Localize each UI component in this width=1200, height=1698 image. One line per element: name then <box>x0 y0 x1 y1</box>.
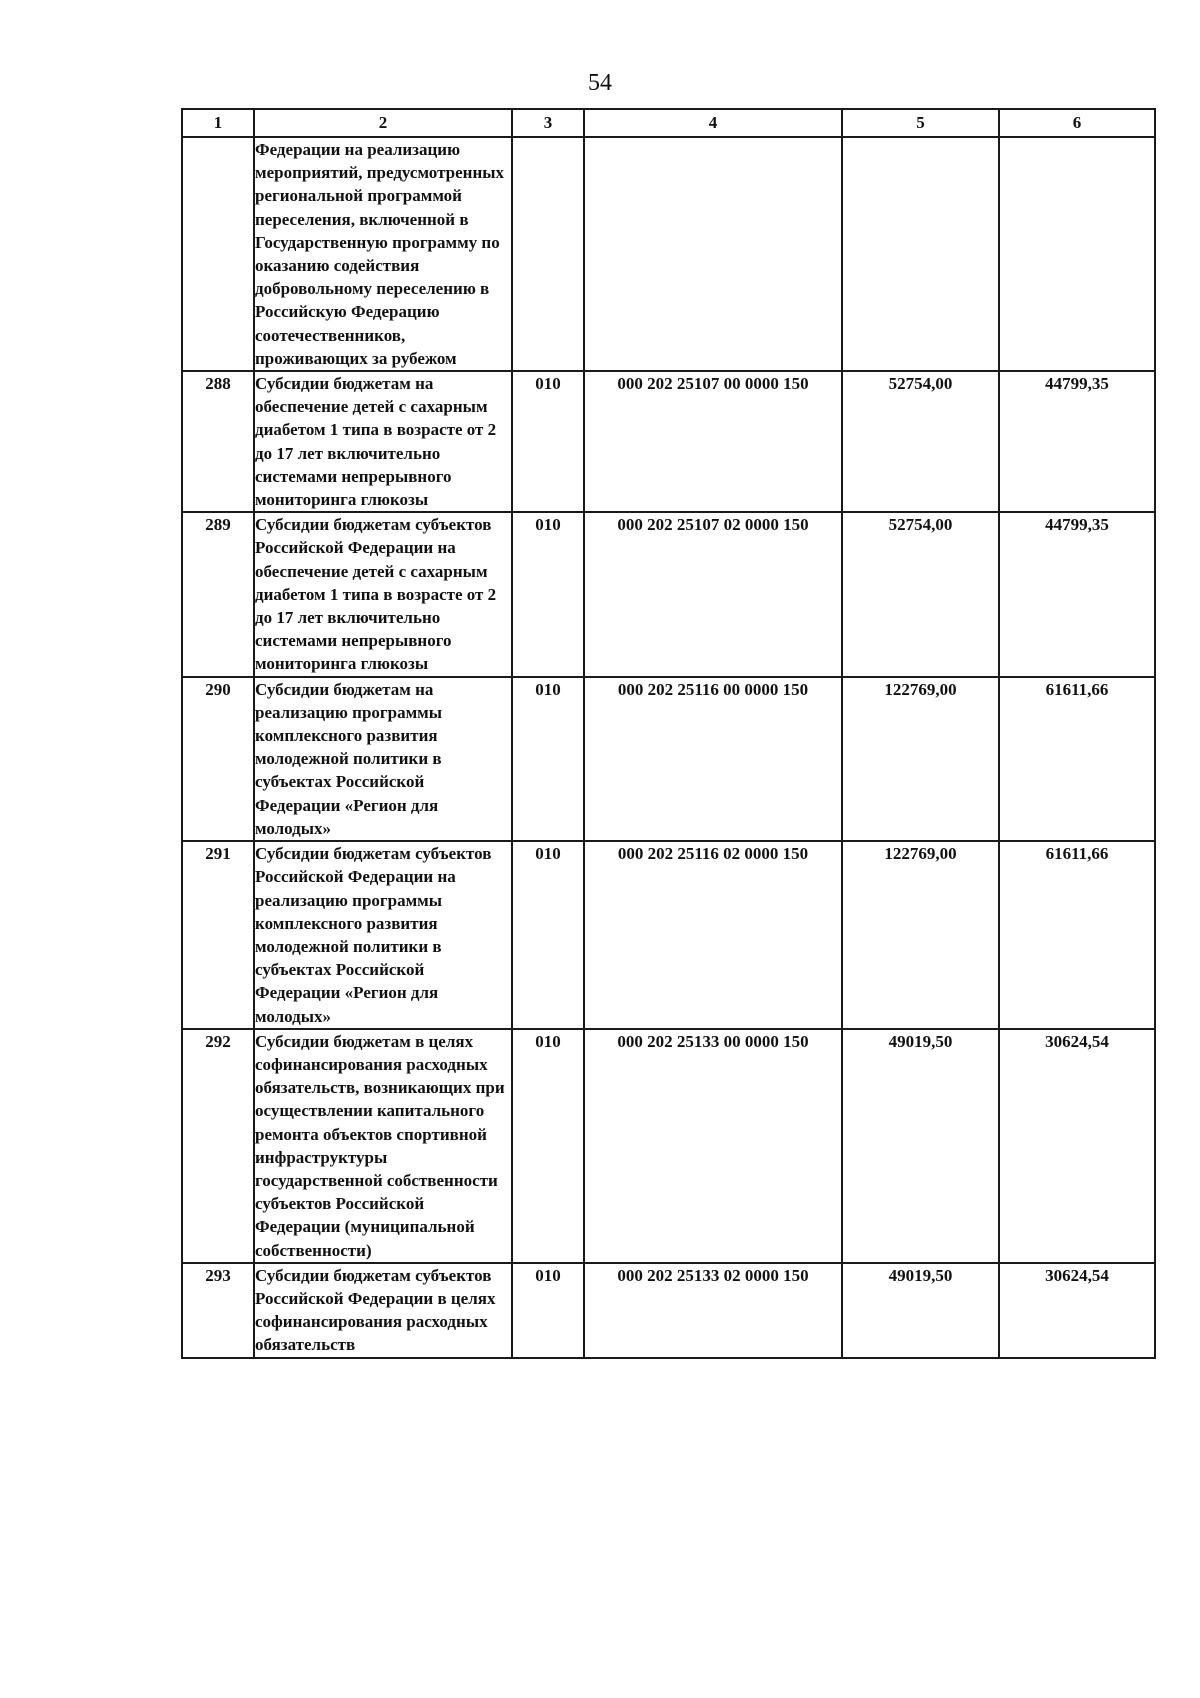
row-plan-cell: 49019,50 <box>842 1029 999 1263</box>
row-plan-cell: 122769,00 <box>842 841 999 1029</box>
row-name-cell: Субсидии бюджетам субъектов Российской Федерации на обеспечение детей с сахарным диабетом 1 типа в возрасте от 2 до 17 лет включительно системами непрерывного мониторинга глюкозы <box>254 512 512 676</box>
row-name-cell: Субсидии бюджетам на реализацию программы комплексного развития молодежной политики в субъектах Российской Федерации «Регион для молодых» <box>254 677 512 841</box>
row-executed-cell: 61611,66 <box>999 677 1155 841</box>
row-chapter-cell: 010 <box>512 1263 584 1358</box>
column-header-2: 2 <box>254 109 512 137</box>
row-chapter-cell: 010 <box>512 1029 584 1263</box>
row-executed-cell: 61611,66 <box>999 841 1155 1029</box>
row-number-cell: 288 <box>182 371 254 512</box>
row-plan-cell: 52754,00 <box>842 512 999 676</box>
row-plan-cell: 49019,50 <box>842 1263 999 1358</box>
row-plan-cell: 52754,00 <box>842 371 999 512</box>
row-code-cell: 000 202 25107 00 0000 150 <box>584 371 842 512</box>
table-row <box>182 1263 1155 1358</box>
row-name-cell: Федерации на реализацию мероприятий, предусмотренных региональной программой переселения, включенной в Государственную программу по оказанию содействия добровольному переселению в Российскую Федерацию соотечественников, проживающих за рубежом <box>254 137 512 371</box>
budget-table <box>181 108 1156 1359</box>
table-row <box>182 512 1155 676</box>
column-header-1: 1 <box>182 109 254 137</box>
row-number-cell: 289 <box>182 512 254 676</box>
row-number-cell: 291 <box>182 841 254 1029</box>
row-code-cell: 000 202 25133 00 0000 150 <box>584 1029 842 1263</box>
column-header-4: 4 <box>584 109 842 137</box>
row-chapter-cell: 010 <box>512 677 584 841</box>
table-header-row <box>182 109 1155 137</box>
row-number-cell: 292 <box>182 1029 254 1263</box>
row-executed-cell: 44799,35 <box>999 371 1155 512</box>
row-code-cell: 000 202 25116 02 0000 150 <box>584 841 842 1029</box>
table-row <box>182 677 1155 841</box>
row-plan-cell: 122769,00 <box>842 677 999 841</box>
row-number-cell: 293 <box>182 1263 254 1358</box>
row-chapter-cell: 010 <box>512 841 584 1029</box>
row-name-cell: Субсидии бюджетам субъектов Российской Федерации на реализацию программы комплексного развития молодежной политики в субъектах Российской Федерации «Регион для молодых» <box>254 841 512 1029</box>
row-name-cell: Субсидии бюджетам субъектов Российской Федерации в целях софинансирования расходных обязательств <box>254 1263 512 1358</box>
row-executed-cell: 44799,35 <box>999 512 1155 676</box>
row-executed-cell: 30624,54 <box>999 1029 1155 1263</box>
table-row <box>182 137 1155 371</box>
row-chapter-cell <box>512 137 584 371</box>
page-number: 54 <box>588 70 612 96</box>
row-code-cell: 000 202 25116 00 0000 150 <box>584 677 842 841</box>
row-number-cell <box>182 137 254 371</box>
column-header-6: 6 <box>999 109 1155 137</box>
row-plan-cell <box>842 137 999 371</box>
row-name-cell: Субсидии бюджетам на обеспечение детей с сахарным диабетом 1 типа в возрасте от 2 до 17 лет включительно системами непрерывного мониторинга глюкозы <box>254 371 512 512</box>
row-executed-cell: 30624,54 <box>999 1263 1155 1358</box>
row-chapter-cell: 010 <box>512 371 584 512</box>
row-code-cell: 000 202 25133 02 0000 150 <box>584 1263 842 1358</box>
row-executed-cell <box>999 137 1155 371</box>
row-chapter-cell: 010 <box>512 512 584 676</box>
column-header-3: 3 <box>512 109 584 137</box>
row-code-cell: 000 202 25107 02 0000 150 <box>584 512 842 676</box>
row-number-cell: 290 <box>182 677 254 841</box>
table-row <box>182 371 1155 512</box>
row-code-cell <box>584 137 842 371</box>
table-row <box>182 1029 1155 1263</box>
row-name-cell: Субсидии бюджетам в целях софинансирования расходных обязательств, возникающих при осуществлении капитального ремонта объектов спортивной инфраструктуры государственной собственности субъектов Российской Федерации (муниципальной собственности) <box>254 1029 512 1263</box>
table-row <box>182 841 1155 1029</box>
column-header-5: 5 <box>842 109 999 137</box>
